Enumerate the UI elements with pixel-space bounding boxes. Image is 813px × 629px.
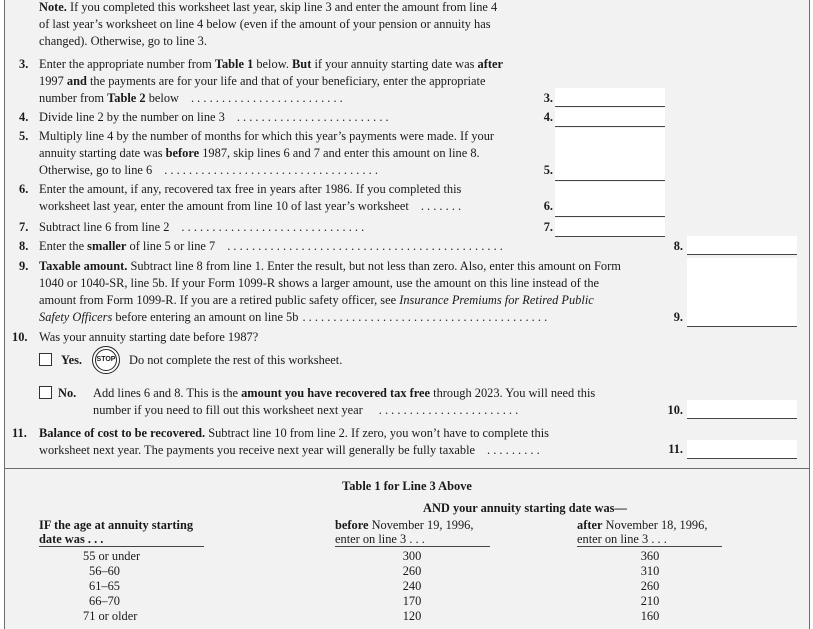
l11-b: worksheet next year. The payments you receive next year will generally be fully taxable bbox=[39, 443, 476, 457]
line-5-text-a: Multiply line 4 by the number of months for which this year’s payments were made. If your bbox=[39, 129, 495, 143]
table-1-section bbox=[4, 469, 810, 629]
line-9-text-b: 1040 or 1040-SR, line 5b. If your Form 1099-R shows a larger amount, use the amount on this line instead of the bbox=[39, 276, 600, 290]
col2-header-a bbox=[335, 518, 473, 532]
l9-d-it: Safety Officers bbox=[39, 310, 113, 324]
before-value: 300 bbox=[402, 549, 422, 563]
l5-dots: . . . . . . . . . . . . . . . . . . . . . . . . . . . . . . . . . . . bbox=[164, 163, 378, 177]
l8-dots: . . . . . . . . . . . . . . . . . . . . . . . . . . . . . . . . . . . . . . . . . . . . . bbox=[227, 239, 503, 253]
yes-checkbox[interactable] bbox=[39, 353, 52, 366]
before-value: 170 bbox=[402, 594, 422, 608]
age-value: 61–65 bbox=[89, 579, 120, 593]
line-10-question: Was your annuity starting date before 1987? bbox=[39, 330, 259, 344]
table-and-header: AND your annuity starting date was— bbox=[423, 501, 627, 515]
no-label: No. bbox=[58, 386, 77, 400]
l7-dots: . . . . . . . . . . . . . . . . . . . . . . . . . . . . . . bbox=[181, 220, 365, 234]
l11-a1: Balance of cost to be recovered. bbox=[39, 426, 206, 440]
col3-header-b: enter on line 3 . . . bbox=[577, 532, 667, 546]
l10-dots: . . . . . . . . . . . . . . . . . . . . . . . bbox=[378, 403, 519, 417]
l3-a2: Table 1 bbox=[214, 57, 254, 71]
l5-b3: 1987, skip lines 6 and 7 and enter this amount on line 8. bbox=[199, 146, 480, 160]
line-8-number: 8. bbox=[19, 239, 29, 253]
no-text-a bbox=[93, 385, 595, 402]
after-value: 260 bbox=[640, 579, 660, 593]
l10-a3: through 2023. You will need this bbox=[430, 386, 596, 400]
note-line-3: changed). Otherwise, go to line 3. bbox=[39, 34, 207, 48]
note-text-1: If you completed this worksheet last year, skip line 3 and enter the amount from line 4 bbox=[66, 0, 498, 14]
line-6-ref: 6. bbox=[543, 199, 553, 213]
l9-c: amount from Form 1099-R. If you are a retired public safety officer, see bbox=[39, 293, 400, 307]
no-checkbox[interactable] bbox=[39, 386, 52, 399]
l6-b: worksheet last year, enter the amount from line 10 of last year’s worksheet bbox=[39, 199, 409, 213]
l3-a1: Enter the appropriate number from bbox=[39, 57, 215, 71]
col3-header-a bbox=[577, 518, 707, 532]
line-6-text-a: Enter the amount, if any, recovered tax free in years after 1986. If you completed this bbox=[39, 182, 462, 196]
line-3-text-a bbox=[39, 56, 503, 73]
l9-a2: Subtract line 8 from line 1. Enter the result, but not less than zero. Also, enter this amount on Form bbox=[127, 259, 621, 273]
after-value: 160 bbox=[640, 609, 660, 623]
col2-bold: before bbox=[335, 518, 369, 532]
l6-dots: . . . . . . . bbox=[420, 199, 462, 213]
line-6-text-b bbox=[39, 198, 461, 215]
note-line-1 bbox=[39, 0, 497, 16]
after-value: 310 bbox=[640, 564, 660, 578]
line-4-ref: 4. bbox=[543, 110, 553, 124]
col3-bold: after bbox=[577, 518, 603, 532]
before-value: 260 bbox=[402, 564, 422, 578]
l10-a1: Add lines 6 and 8. This is the bbox=[93, 386, 242, 400]
line-6-field[interactable] bbox=[555, 182, 665, 217]
after-value: 360 bbox=[640, 549, 660, 563]
line-11-field[interactable] bbox=[687, 440, 797, 459]
l8-t3: of line 5 or line 7 bbox=[126, 239, 216, 253]
line-11-text-a bbox=[39, 425, 549, 442]
line-10-field[interactable] bbox=[687, 400, 797, 419]
line-5-field[interactable] bbox=[555, 128, 665, 181]
l3-a4: But bbox=[292, 57, 312, 71]
l3-c1: number from bbox=[39, 91, 108, 105]
yes-label: Yes. bbox=[61, 353, 82, 367]
col2-underline bbox=[335, 546, 490, 547]
table-title: Table 1 for Line 3 Above bbox=[342, 479, 472, 493]
l7-text: Subtract line 6 from line 2 bbox=[39, 220, 170, 234]
l4-text: Divide line 2 by the number on line 3 bbox=[39, 110, 225, 124]
l11-dots: . . . . . . . . . bbox=[487, 443, 540, 457]
l5-c: Otherwise, go to line 6 bbox=[39, 163, 153, 177]
l3-a5: if your annuity starting date was bbox=[311, 57, 478, 71]
note-line-2: of last year’s worksheet on line 4 below (even if the amount of your pension or annuity has bbox=[39, 17, 491, 31]
l9-d: before entering an amount on line 5b bbox=[112, 310, 299, 324]
line-5-text-b bbox=[39, 145, 480, 162]
line-7-field[interactable] bbox=[555, 218, 665, 237]
line-8-text bbox=[39, 238, 503, 255]
age-value: 55 or under bbox=[83, 549, 141, 563]
l3-a3: below. bbox=[253, 57, 293, 71]
yes-instruction: Do not complete the rest of this worksheet. bbox=[129, 353, 343, 367]
l4-dots: . . . . . . . . . . . . . . . . . . . . . . . . . bbox=[236, 110, 389, 124]
line-5-text-c bbox=[39, 162, 378, 179]
col1-header-a: IF the age at annuity starting bbox=[39, 518, 194, 532]
line-3-number: 3. bbox=[19, 57, 29, 71]
before-value: 120 bbox=[402, 609, 422, 623]
note-label: Note. bbox=[39, 0, 67, 14]
line-5-number: 5. bbox=[19, 129, 29, 143]
l5-b2: before bbox=[165, 146, 200, 160]
line-8-field[interactable] bbox=[687, 236, 797, 255]
l3-b1: 1997 bbox=[39, 74, 67, 88]
line-7-number: 7. bbox=[19, 220, 29, 234]
l11-a2: Subtract line 10 from line 2. If zero, you won’t have to complete this bbox=[205, 426, 549, 440]
l8-t1: Enter the bbox=[39, 239, 88, 253]
stop-sign-icon bbox=[92, 346, 120, 374]
l3-b3: the payments are for your life and that of your beneficiary, enter the appropriate bbox=[86, 74, 486, 88]
line-11-text-b bbox=[39, 442, 540, 459]
age-value: 56–60 bbox=[89, 564, 120, 578]
after-value: 210 bbox=[640, 594, 660, 608]
line-11-ref: 11. bbox=[668, 442, 683, 456]
before-value: 240 bbox=[402, 579, 422, 593]
l9-a1: Taxable amount. bbox=[39, 259, 128, 273]
line-5-ref: 5. bbox=[543, 163, 553, 177]
line-3-text-b bbox=[39, 73, 486, 90]
l3-b2: and bbox=[66, 74, 87, 88]
age-value: 66–70 bbox=[89, 594, 120, 608]
stop-text: STOP bbox=[96, 356, 116, 363]
line-9-text-c bbox=[39, 292, 594, 309]
col1-underline bbox=[39, 546, 204, 547]
line-9-text-a bbox=[39, 258, 621, 275]
line-3-field[interactable] bbox=[555, 88, 665, 107]
l5-b1: annuity starting date was bbox=[39, 146, 166, 160]
l3-c3: below bbox=[145, 91, 179, 105]
line-9-number: 9. bbox=[19, 259, 29, 273]
col2-text: November 19, 1996, bbox=[368, 518, 474, 532]
l9-dots: . . . . . . . . . . . . . . . . . . . . . . . . . . . . . . . . . . . . . . . . bbox=[302, 310, 548, 324]
line-6-number: 6. bbox=[19, 182, 29, 196]
line-4-field[interactable] bbox=[555, 108, 665, 127]
line-7-text bbox=[39, 219, 364, 236]
l3-dots: . . . . . . . . . . . . . . . . . . . . . . . . . bbox=[190, 91, 343, 105]
col3-text: November 18, 1996, bbox=[602, 518, 708, 532]
line-3-ref: 3. bbox=[543, 91, 553, 105]
l3-a6: after bbox=[477, 57, 503, 71]
l3-c2: Table 2 bbox=[107, 91, 146, 105]
age-value: 71 or older bbox=[83, 609, 138, 623]
worksheet-section bbox=[4, 0, 810, 469]
col1-header-b: date was . . . bbox=[39, 532, 104, 546]
l9-c-it: Insurance Premiums for Retired Public bbox=[399, 293, 594, 307]
l10-b: number if you need to fill out this worksheet next year bbox=[93, 403, 363, 417]
line-4-number: 4. bbox=[19, 110, 29, 124]
line-7-ref: 7. bbox=[543, 220, 553, 234]
l8-t2: smaller bbox=[87, 239, 127, 253]
col2-header-b: enter on line 3 . . . bbox=[335, 532, 425, 546]
line-3-text-c bbox=[39, 90, 343, 107]
line-11-number: 11. bbox=[12, 426, 27, 440]
line-9-ref: 9. bbox=[673, 310, 683, 324]
l10-a2: amount you have recovered tax free bbox=[241, 386, 431, 400]
line-9-text-d bbox=[39, 309, 547, 326]
line-10-ref: 10. bbox=[667, 403, 683, 417]
line-9-field[interactable] bbox=[687, 258, 797, 327]
line-8-ref: 8. bbox=[673, 239, 683, 253]
col3-underline bbox=[577, 546, 722, 547]
line-4-text bbox=[39, 109, 389, 126]
no-text-b bbox=[93, 402, 518, 419]
line-10-number: 10. bbox=[12, 330, 28, 344]
